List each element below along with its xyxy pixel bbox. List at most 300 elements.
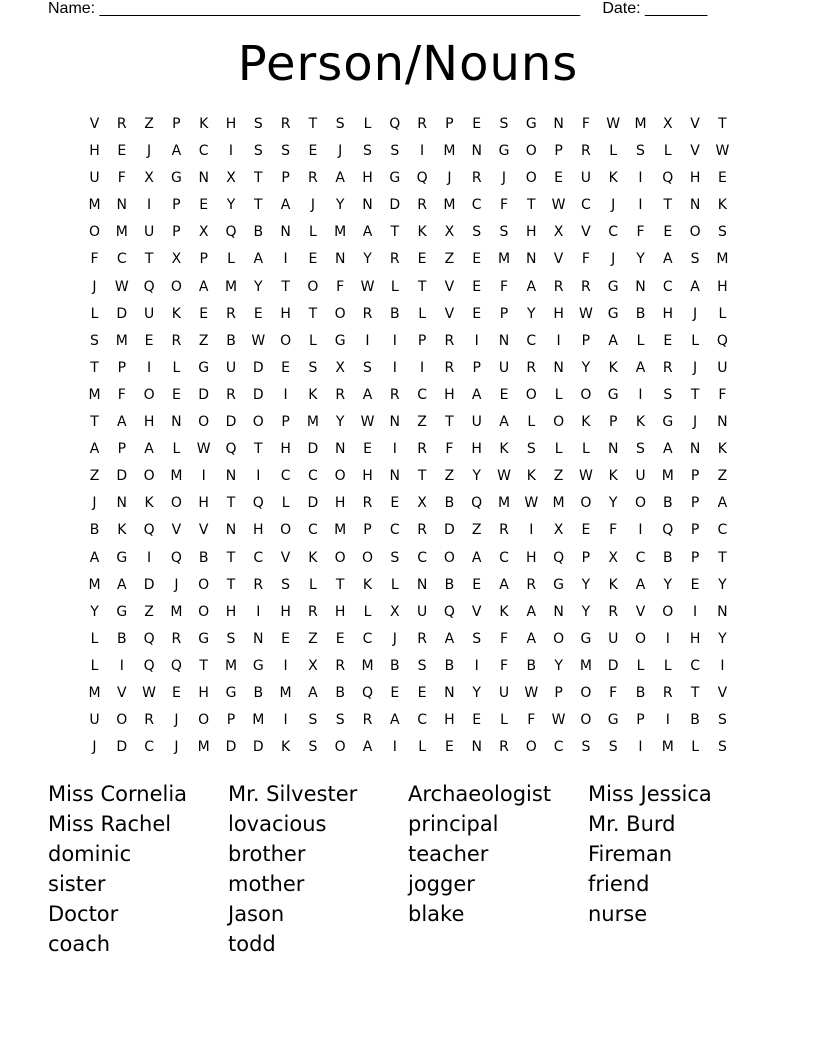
word-list-item: lovacious — [228, 811, 327, 836]
grid-letter: P — [499, 305, 510, 322]
grid-letter: C — [417, 386, 428, 403]
grid-letter: C — [690, 657, 701, 674]
grid-letter: J — [693, 305, 699, 322]
grid-letter: O — [580, 684, 593, 701]
word-list-item: todd — [228, 931, 276, 956]
grid-letter: F — [581, 116, 591, 132]
grid-letter: R — [526, 359, 538, 376]
grid-letter: D — [116, 468, 129, 485]
grid-letter: V — [690, 116, 701, 132]
grid-letter: N — [689, 441, 702, 458]
grid-letter: B — [198, 549, 210, 566]
grid-letter: P — [226, 712, 237, 729]
grid-letter: S — [281, 576, 292, 593]
grid-letter: E — [472, 251, 483, 268]
grid-letter: O — [634, 495, 648, 512]
grid-letter: V — [198, 522, 210, 539]
grid-letter: Q — [416, 170, 429, 187]
grid-letter: I — [638, 170, 644, 187]
grid-letter: E — [663, 332, 674, 349]
grid-letter: W — [551, 197, 567, 214]
grid-letter: S — [253, 143, 264, 160]
grid-letter: F — [499, 630, 510, 647]
grid-letter: Q — [225, 441, 238, 458]
grid-letter: M — [279, 684, 293, 701]
grid-letter: C — [280, 468, 292, 485]
grid-letter: N — [253, 630, 265, 647]
word-list-item: Archaeologist — [408, 782, 552, 806]
grid-letter: S — [308, 712, 319, 729]
grid-letter: N — [553, 603, 565, 620]
grid-letter: V — [717, 684, 729, 701]
grid-letter: U — [416, 603, 429, 620]
grid-letter: M — [579, 657, 593, 674]
grid-letter: L — [363, 603, 373, 620]
word-list-item: Miss Rachel — [48, 811, 172, 836]
grid-letter: O — [334, 549, 347, 566]
grid-letter: L — [418, 305, 427, 322]
grid-letter: Y — [472, 684, 482, 701]
grid-letter: U — [717, 359, 729, 376]
grid-letter: S — [717, 739, 728, 756]
grid-letter: T — [718, 116, 728, 132]
grid-letter: B — [116, 630, 128, 647]
grid-letter: E — [472, 712, 483, 729]
grid-letter: F — [609, 522, 619, 539]
grid-letter: Q — [662, 522, 675, 539]
grid-letter: B — [662, 549, 674, 566]
grid-letter: M — [88, 576, 102, 593]
grid-letter: M — [115, 332, 129, 349]
grid-letter: D — [307, 495, 320, 512]
grid-letter: E — [499, 386, 510, 403]
grid-letter: G — [607, 712, 620, 729]
grid-letter: R — [526, 576, 538, 593]
grid-letter: J — [174, 739, 180, 756]
grid-letter: C — [144, 739, 155, 756]
grid-letter: Y — [581, 576, 592, 593]
grid-letter: B — [635, 305, 647, 322]
grid-letter: Z — [198, 332, 210, 349]
grid-letter: F — [581, 251, 591, 268]
grid-letter: R — [581, 143, 592, 160]
grid-letter: M — [661, 468, 675, 485]
grid-letter: O — [252, 414, 265, 431]
grid-letter: A — [362, 224, 374, 241]
grid-letter: H — [280, 603, 292, 620]
grid-letter: S — [335, 712, 346, 729]
grid-letter: R — [499, 522, 510, 539]
grid-letter: X — [417, 495, 428, 512]
grid-letter: D — [225, 414, 238, 431]
grid-letter: Y — [718, 630, 728, 647]
grid-letter: R — [662, 359, 674, 376]
grid-letter: P — [417, 332, 428, 349]
grid-letter: Q — [170, 549, 183, 566]
grid-letter: J — [174, 576, 180, 593]
grid-letter: D — [389, 197, 402, 214]
grid-letter: M — [170, 468, 184, 485]
grid-letter: O — [634, 630, 648, 647]
grid-letter: Y — [90, 603, 100, 620]
grid-letter: I — [529, 522, 535, 539]
grid-letter: C — [308, 522, 319, 539]
grid-letter: F — [117, 170, 127, 187]
grid-letter: Y — [527, 305, 537, 322]
grid-letter: T — [390, 224, 401, 241]
grid-letter: T — [417, 278, 428, 295]
grid-letter: P — [581, 549, 592, 566]
grid-letter: W — [360, 278, 376, 295]
grid-letter: O — [689, 224, 702, 241]
grid-letter: L — [90, 305, 100, 322]
grid-letter: H — [334, 603, 347, 620]
grid-letter: P — [172, 116, 182, 132]
grid-letter: W — [251, 332, 267, 349]
grid-letter: D — [252, 386, 265, 403]
grid-letter: J — [92, 495, 98, 512]
grid-letter: W — [578, 468, 594, 485]
grid-letter: W — [196, 441, 212, 458]
word-list-item: mother — [228, 871, 305, 896]
grid-letter: S — [472, 630, 483, 647]
grid-letter: S — [608, 739, 619, 756]
grid-letter: K — [608, 359, 619, 376]
grid-letter: T — [690, 684, 701, 701]
grid-letter: N — [280, 224, 292, 241]
grid-letter: V — [171, 522, 183, 539]
grid-letter: L — [636, 657, 646, 674]
grid-letter: P — [363, 522, 373, 539]
grid-letter: E — [444, 739, 455, 756]
grid-letter: Z — [308, 630, 319, 647]
grid-letter: V — [444, 305, 456, 322]
grid-letter: I — [392, 739, 398, 756]
grid-letter: F — [636, 224, 646, 241]
grid-letter: X — [144, 170, 155, 187]
grid-letter: B — [526, 657, 538, 674]
grid-letter: T — [690, 386, 701, 403]
grid-letter: C — [717, 522, 729, 539]
grid-letter: O — [334, 305, 347, 322]
name-date-line: Name: ______________________________________________________ Date: _______ — [48, 0, 708, 17]
grid-letter: G — [198, 630, 211, 647]
grid-letter: Q — [662, 170, 675, 187]
grid-letter: J — [174, 712, 180, 729]
grid-letter: N — [334, 441, 347, 458]
grid-letter: I — [256, 468, 262, 485]
grid-letter: L — [636, 332, 646, 349]
grid-letter: G — [607, 386, 620, 403]
grid-letter: M — [497, 251, 512, 268]
grid-letter: G — [170, 170, 183, 187]
grid-letter: G — [225, 684, 238, 701]
grid-letter: K — [362, 576, 374, 593]
grid-letter: I — [201, 468, 207, 485]
grid-letter: Z — [444, 468, 456, 485]
grid-letter: C — [608, 224, 620, 241]
grid-letter: D — [198, 386, 211, 403]
grid-letter: A — [635, 576, 647, 593]
grid-letter: S — [308, 739, 319, 756]
grid-letter: X — [390, 603, 401, 620]
grid-letter: N — [334, 251, 347, 268]
grid-letter: H — [334, 495, 347, 512]
word-list-item: blake — [408, 901, 465, 926]
grid-letter: N — [471, 739, 483, 756]
grid-letter: O — [116, 712, 129, 729]
grid-letter: K — [717, 197, 728, 214]
grid-letter: Q — [143, 522, 156, 539]
grid-letter: Z — [444, 251, 456, 268]
grid-letter: Y — [254, 278, 264, 295]
grid-letter: L — [363, 116, 373, 132]
grid-letter: O — [198, 603, 211, 620]
grid-letter: O — [334, 739, 347, 756]
grid-letter: V — [581, 224, 592, 241]
word-list-item: coach — [48, 931, 111, 956]
grid-letter: I — [147, 359, 153, 376]
grid-letter: R — [553, 278, 565, 295]
grid-letter: E — [417, 251, 428, 268]
grid-letter: Y — [335, 197, 346, 214]
grid-letter: R — [335, 386, 347, 403]
grid-letter: S — [499, 116, 510, 132]
grid-letter: I — [283, 251, 289, 268]
grid-letter: I — [283, 386, 289, 403]
grid-letter: F — [499, 278, 510, 295]
word-list-item: Mr. Silvester — [228, 782, 358, 806]
grid-letter: F — [499, 657, 510, 674]
grid-letter: V — [690, 143, 701, 160]
grid-letter: T — [254, 441, 264, 458]
grid-letter: I — [693, 603, 699, 620]
grid-letter: T — [226, 549, 237, 566]
grid-letter: S — [281, 143, 292, 160]
grid-letter: K — [144, 495, 155, 512]
grid-letter: P — [690, 468, 701, 485]
grid-letter: V — [553, 251, 565, 268]
grid-letter: N — [471, 143, 483, 160]
grid-letter: T — [335, 576, 346, 593]
grid-letter: N — [553, 359, 565, 376]
grid-letter: A — [362, 386, 374, 403]
grid-letter: T — [718, 549, 728, 566]
grid-letter: Y — [608, 495, 619, 512]
grid-letter: L — [308, 332, 318, 349]
grid-letter: R — [444, 359, 456, 376]
grid-letter: U — [225, 359, 238, 376]
grid-letter: F — [609, 684, 619, 701]
grid-letter: O — [198, 576, 211, 593]
grid-letter: C — [362, 630, 374, 647]
grid-letter: C — [581, 197, 592, 214]
grid-letter: A — [117, 414, 128, 431]
grid-letter: M — [552, 495, 566, 512]
grid-letter: S — [717, 224, 728, 241]
grid-letter: L — [281, 495, 291, 512]
grid-letter: L — [718, 305, 728, 322]
grid-letter: N — [717, 603, 729, 620]
grid-letter: R — [253, 576, 265, 593]
grid-letter: O — [525, 739, 538, 756]
grid-letter: B — [389, 657, 401, 674]
grid-letter: H — [253, 522, 265, 539]
word-list-item: principal — [408, 811, 499, 836]
grid-letter: O — [170, 278, 183, 295]
grid-letter: X — [444, 224, 456, 241]
grid-letter: R — [417, 522, 428, 539]
grid-letter: P — [117, 441, 128, 458]
grid-letter: O — [334, 468, 347, 485]
grid-letter: A — [471, 386, 483, 403]
grid-letter: W — [606, 116, 622, 132]
grid-letter: I — [392, 441, 398, 458]
grid-letter: E — [472, 305, 483, 322]
grid-letter: C — [662, 278, 674, 295]
grid-letter: S — [499, 224, 510, 241]
grid-letter: R — [417, 630, 428, 647]
grid-letter: H — [444, 386, 456, 403]
grid-letter: I — [638, 739, 644, 756]
grid-letter: Z — [471, 522, 483, 539]
grid-letter: U — [89, 712, 101, 729]
grid-letter: U — [608, 630, 620, 647]
grid-letter: P — [690, 495, 701, 512]
grid-letter: A — [499, 576, 510, 593]
grid-letter: J — [310, 197, 316, 214]
grid-letter: X — [308, 657, 319, 674]
grid-letter: K — [608, 576, 619, 593]
grid-letter: A — [335, 170, 346, 187]
grid-letter: A — [89, 441, 101, 458]
grid-letter: B — [335, 684, 346, 701]
grid-letter: P — [636, 712, 646, 729]
grid-letter: P — [472, 359, 482, 376]
grid-letter: T — [226, 495, 237, 512]
word-list-item: Fireman — [588, 841, 673, 866]
grid-letter: S — [335, 116, 346, 132]
grid-letter: J — [92, 739, 98, 756]
word-list-item: Mr. Burd — [588, 811, 676, 836]
grid-letter: I — [474, 657, 480, 674]
grid-letter: A — [608, 332, 619, 349]
grid-letter: A — [362, 739, 374, 756]
grid-letter: Z — [417, 414, 428, 431]
grid-letter: Z — [553, 468, 565, 485]
grid-letter: U — [143, 224, 156, 241]
grid-letter: R — [417, 116, 428, 132]
grid-letter: R — [499, 739, 510, 756]
grid-letter: N — [389, 468, 402, 485]
grid-letter: O — [553, 630, 566, 647]
grid-letter: D — [143, 576, 156, 593]
grid-letter: D — [116, 305, 129, 322]
grid-letter: L — [308, 224, 318, 241]
grid-letter: T — [199, 657, 209, 674]
grid-letter: G — [580, 630, 593, 647]
grid-letter: A — [526, 630, 538, 647]
grid-letter: P — [581, 332, 592, 349]
grid-letter: B — [444, 657, 456, 674]
grid-letter: L — [663, 143, 673, 160]
grid-letter: U — [498, 684, 511, 701]
grid-letter: P — [554, 684, 564, 701]
grid-letter: H — [89, 143, 101, 160]
grid-letter: I — [420, 143, 426, 160]
grid-letter: H — [717, 278, 729, 295]
grid-letter: W — [715, 143, 731, 160]
grid-letter: I — [556, 332, 562, 349]
grid-letter: T — [308, 116, 319, 132]
grid-letter: T — [90, 414, 100, 431]
grid-letter: B — [662, 495, 674, 512]
grid-letter: Q — [443, 603, 456, 620]
grid-letter: R — [417, 441, 428, 458]
grid-letter: F — [445, 441, 455, 458]
grid-letter: E — [690, 576, 701, 593]
grid-letter: R — [389, 251, 401, 268]
grid-letter: Q — [361, 684, 375, 701]
grid-letter: M — [224, 657, 239, 674]
grid-letter: V — [444, 278, 456, 295]
grid-letter: T — [417, 468, 428, 485]
grid-letter: H — [444, 712, 456, 729]
grid-letter: K — [417, 224, 428, 241]
grid-letter: E — [199, 305, 210, 322]
grid-letter: X — [553, 522, 565, 539]
grid-letter: C — [308, 468, 319, 485]
grid-letter: F — [527, 712, 537, 729]
grid-letter: O — [443, 549, 456, 566]
grid-letter: G — [607, 278, 620, 295]
grid-letter: I — [365, 332, 371, 349]
word-list-item: friend — [588, 871, 650, 896]
grid-letter: O — [198, 414, 211, 431]
grid-letter: N — [116, 197, 129, 214]
grid-letter: X — [608, 549, 619, 566]
grid-letter: N — [635, 278, 647, 295]
grid-letter: I — [256, 603, 262, 620]
grid-letter: V — [635, 603, 647, 620]
grid-letter: S — [663, 386, 674, 403]
word-list-item: jogger — [408, 871, 475, 896]
grid-letter: F — [499, 197, 510, 214]
grid-letter: N — [198, 170, 210, 187]
grid-letter: P — [690, 522, 701, 539]
grid-letter: O — [143, 386, 156, 403]
grid-letter: E — [717, 170, 728, 187]
grid-letter: E — [199, 197, 210, 214]
grid-letter: S — [90, 332, 100, 349]
grid-letter: A — [526, 278, 538, 295]
grid-letter: V — [117, 684, 128, 701]
grid-letter: Y — [226, 197, 237, 214]
grid-letter: X — [226, 170, 237, 187]
grid-letter: N — [225, 522, 238, 539]
grid-letter: L — [691, 332, 700, 349]
grid-letter: N — [389, 414, 402, 431]
grid-letter: Q — [143, 630, 156, 647]
grid-letter: L — [691, 739, 700, 756]
grid-letter: E — [363, 441, 373, 458]
grid-letter: N — [362, 197, 374, 214]
grid-letter: P — [554, 143, 564, 160]
grid-letter: Y — [636, 251, 646, 268]
grid-letter: H — [280, 305, 292, 322]
grid-letter: N — [116, 495, 129, 512]
grid-letter: M — [115, 224, 129, 241]
